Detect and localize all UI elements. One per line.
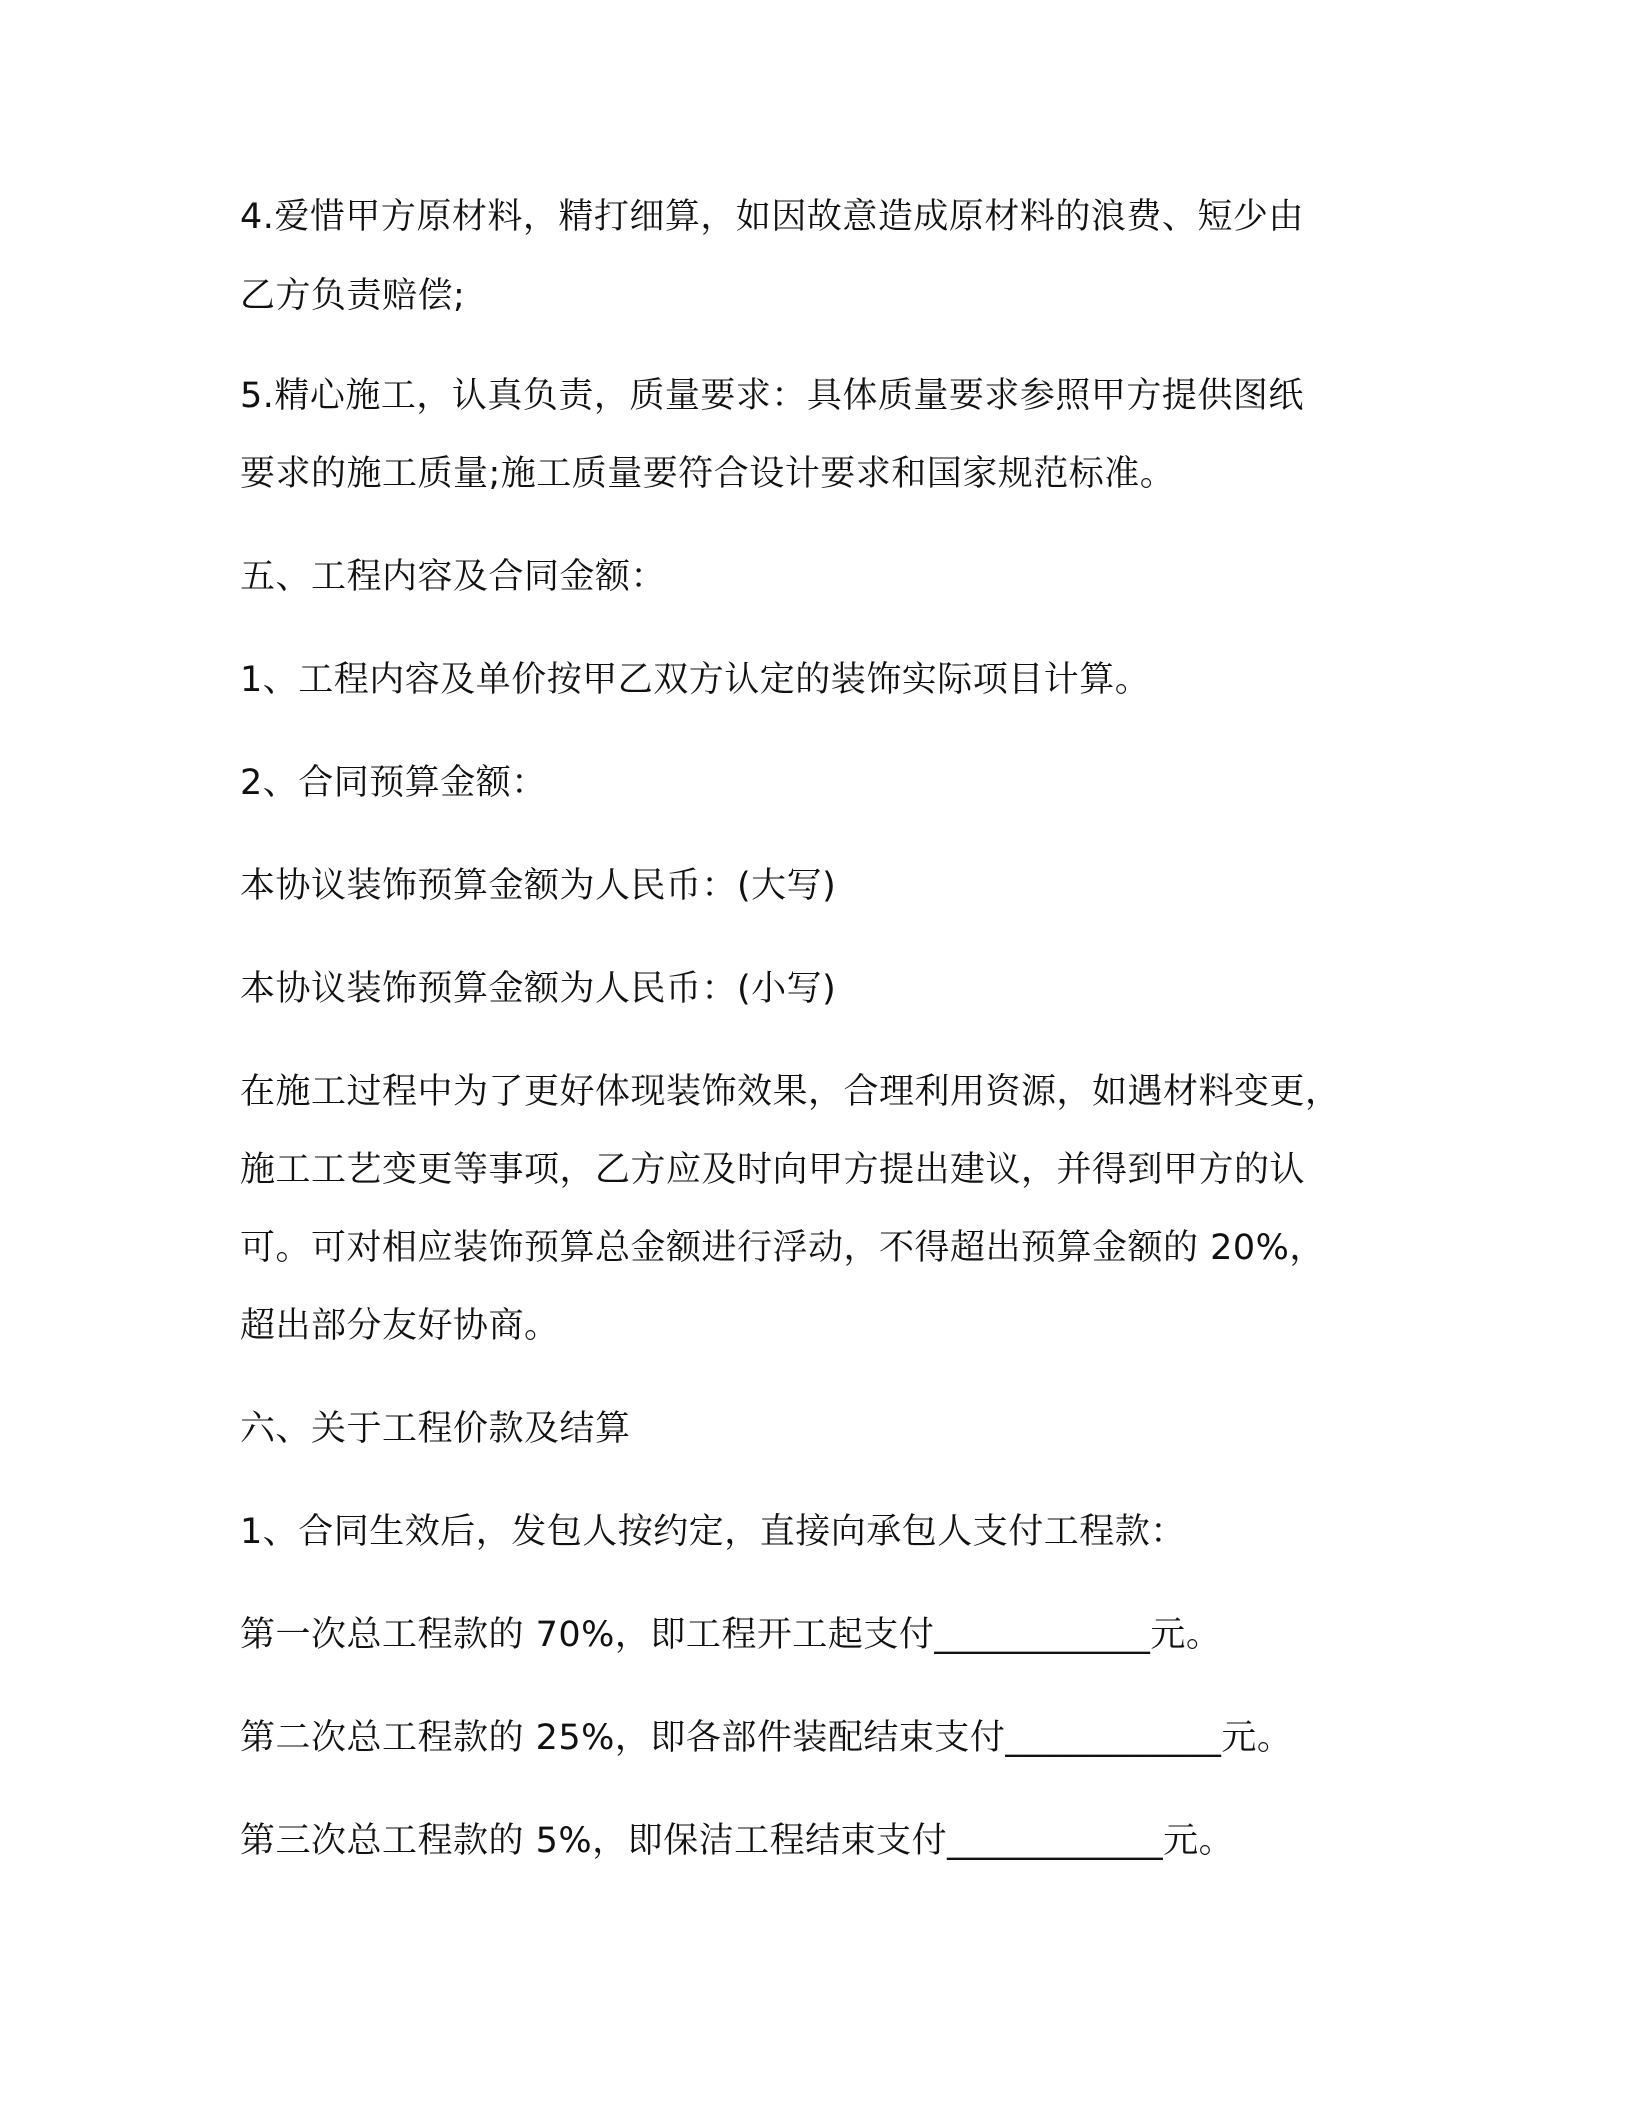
section-5-item-1: 1、工程内容及单价按甲乙双方认定的装饰实际项目计算。 (240, 660, 1151, 700)
variation-paragraph-line-3: 可。可对相应装饰预算总金额进行浮动，不得超出预算金额的 20%， (240, 1228, 1325, 1268)
clause-5-line-2: 要求的施工质量;施工质量要符合设计要求和国家规范标准。 (240, 454, 1176, 494)
variation-paragraph-line-4: 超出部分友好协商。 (240, 1306, 560, 1346)
variation-paragraph-line-1: 在施工过程中为了更好体现装饰效果，合理利用资源，如遇材料变更， (240, 1072, 1341, 1112)
payment-third-installment: 第三次总工程款的 5%，即保洁工程结束支付____________元。 (240, 1821, 1235, 1861)
payment-second-installment: 第二次总工程款的 25%，即各部件装配结束支付____________元。 (240, 1718, 1293, 1758)
clause-4-line-1: 4.爱惜甲方原材料，精打细算，如因故意造成原材料的浪费、短少由 (240, 197, 1304, 237)
section-6-item-1: 1、合同生效后，发包人按约定，直接向承包人支付工程款： (240, 1512, 1186, 1552)
variation-paragraph-line-2: 施工工艺变更等事项，乙方应及时向甲方提出建议，并得到甲方的认 (240, 1150, 1306, 1190)
section-5-heading: 五、工程内容及合同金额： (240, 557, 667, 597)
clause-4-line-2: 乙方负责赔偿; (240, 276, 466, 316)
budget-amount-lowercase: 本协议装饰预算金额为人民币：(小写) (240, 969, 837, 1009)
budget-amount-uppercase: 本协议装饰预算金额为人民币：(大写) (240, 866, 837, 906)
section-6-heading: 六、关于工程价款及结算 (240, 1409, 631, 1449)
section-5-item-2: 2、合同预算金额： (240, 763, 547, 803)
payment-first-installment: 第一次总工程款的 70%，即工程开工起支付____________元。 (240, 1615, 1222, 1655)
clause-5-line-1: 5.精心施工，认真负责，质量要求：具体质量要求参照甲方提供图纸 (240, 376, 1304, 416)
